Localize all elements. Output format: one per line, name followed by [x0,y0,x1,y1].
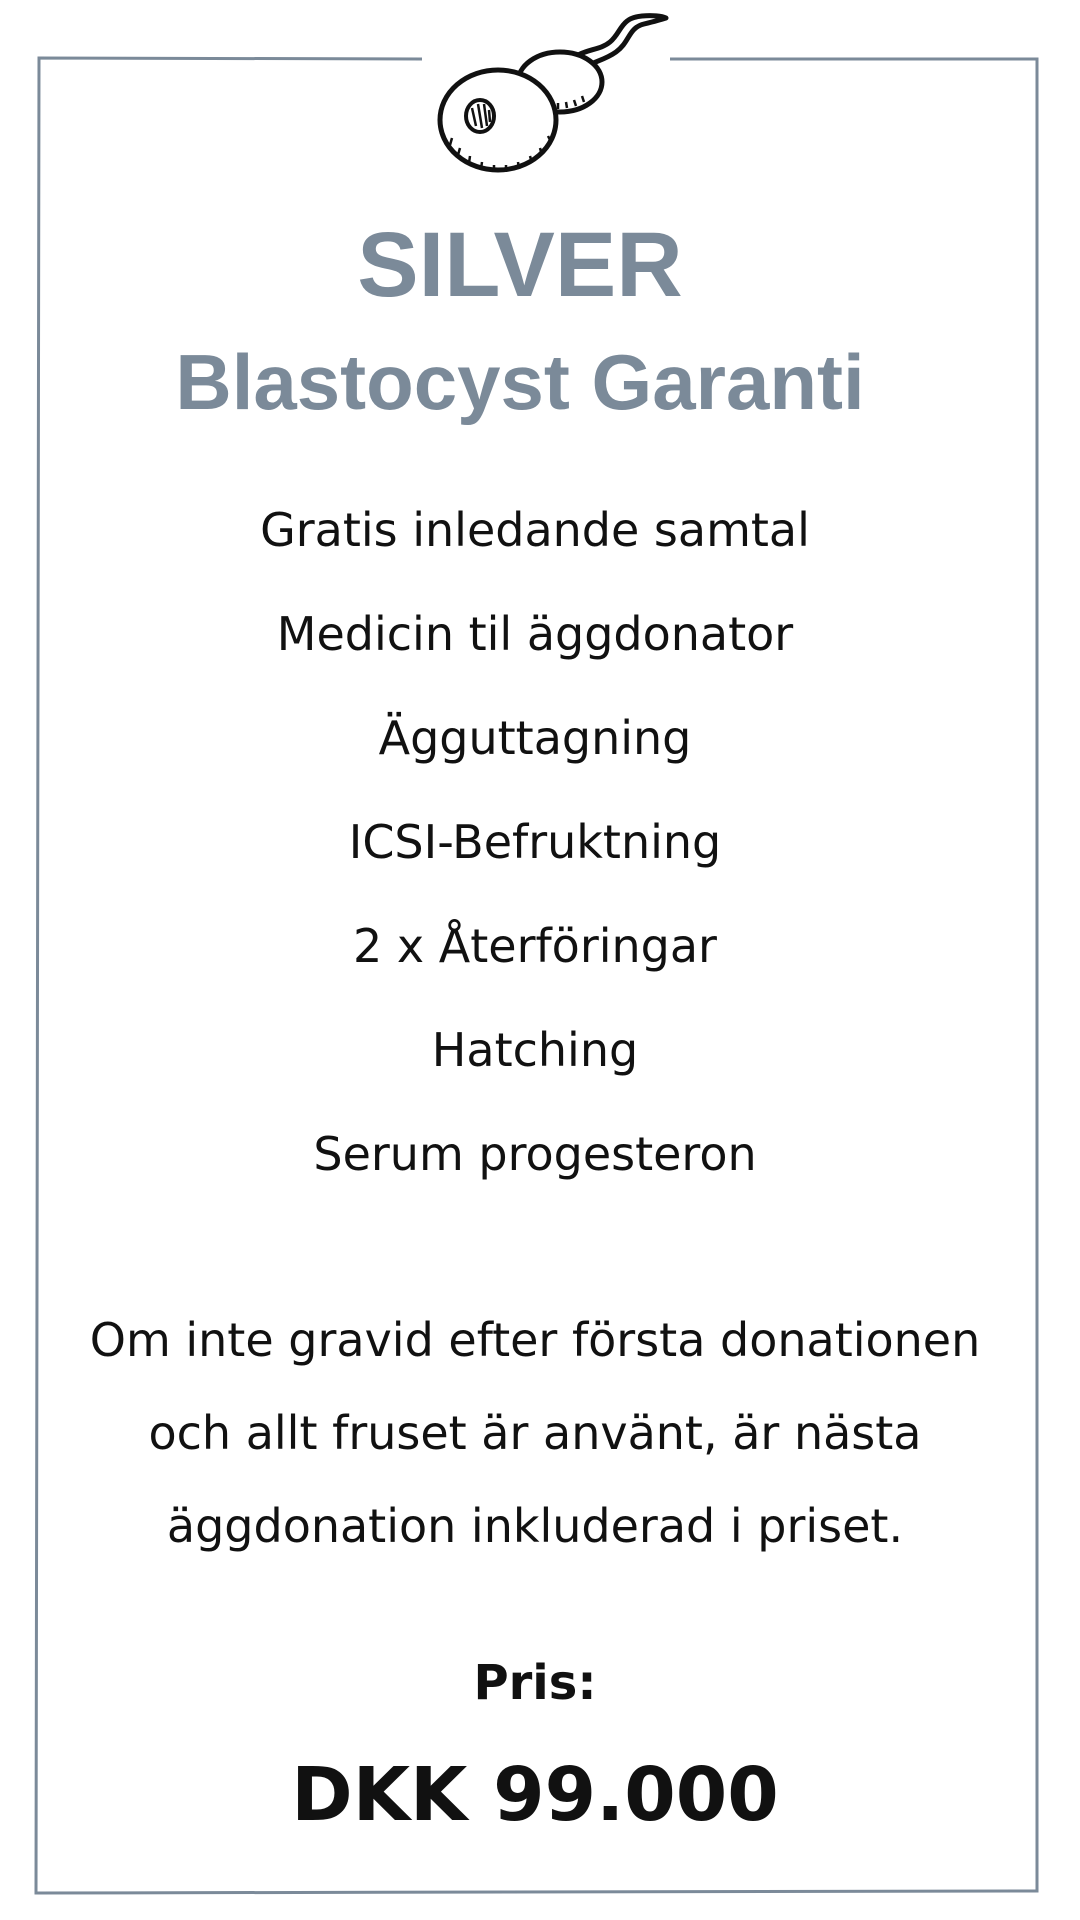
guarantee-line: Om inte gravid efter första donationen [89,1313,981,1367]
feature-item: ICSI-Befruktning [348,815,722,869]
price-label: Pris: [473,1655,597,1711]
feature-item: 2 x Återföringar [353,919,717,973]
feature-list [40,478,1030,1206]
guarantee-line: äggdonation inkluderad i priset. [166,1499,904,1553]
egg-cell-icon [430,8,670,178]
guarantee-line: och allt fruset är använt, är nästa [148,1406,922,1460]
package-subtitle: Blastocyst Garanti [175,338,865,426]
package-title: SILVER [357,214,683,316]
guarantee-text [60,1294,1010,1573]
feature-item: Ägguttagning [378,711,692,765]
feature-item: Hatching [431,1023,639,1077]
price-value: DKK 99.000 [291,1752,779,1838]
feature-item: Gratis inledande samtal [260,503,810,557]
feature-item: Serum progesteron [313,1127,757,1181]
feature-item: Medicin til äggdonator [276,607,794,661]
